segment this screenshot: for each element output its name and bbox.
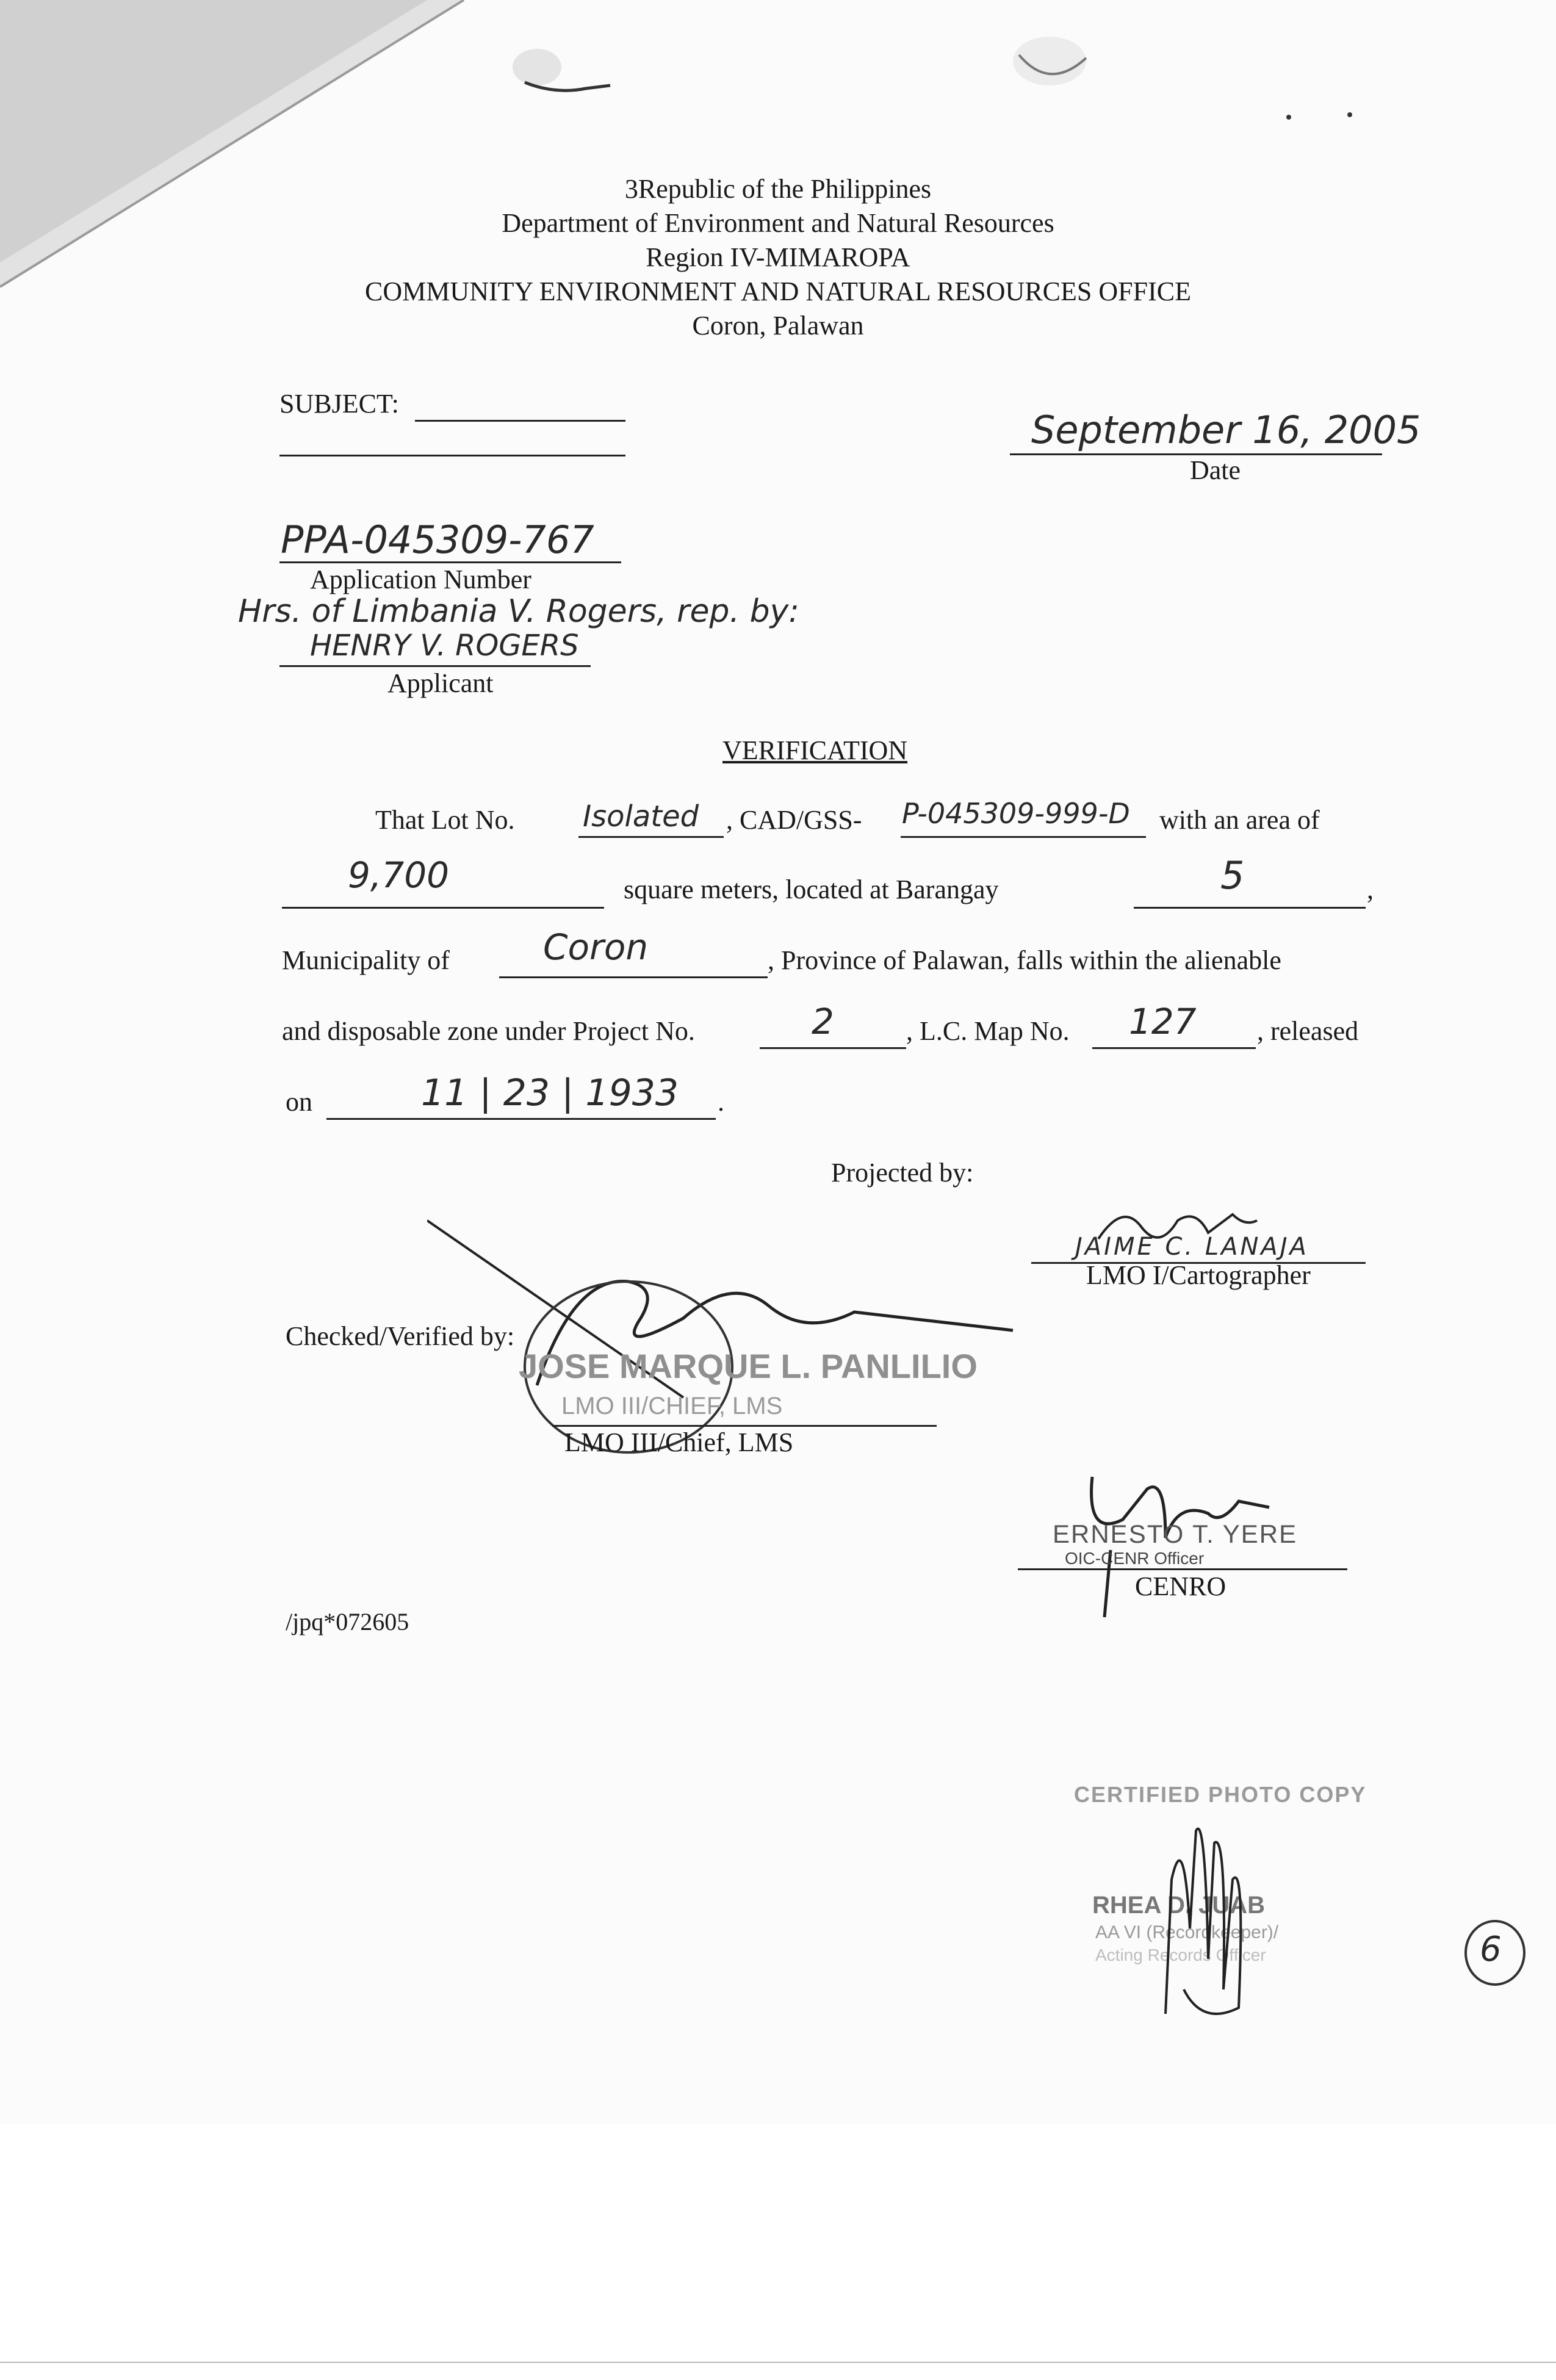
projected-title: LMO I/Cartographer xyxy=(1086,1260,1311,1290)
lc-map-label: , L.C. Map No. xyxy=(906,1016,1070,1046)
subject-line-2 xyxy=(279,455,625,456)
checked-label: Checked/Verified by: xyxy=(286,1321,515,1351)
cenro-name: ERNESTO T. YERE xyxy=(1053,1520,1298,1548)
certified-signature xyxy=(1147,1806,1294,2032)
scan-edge xyxy=(0,2362,1556,2363)
municipality-label: Municipality of xyxy=(282,945,450,975)
applicant-label: Applicant xyxy=(387,668,494,698)
lot-line xyxy=(578,836,724,838)
certified-name: RHEA D. JUAB xyxy=(1092,1892,1265,1919)
barangay-line xyxy=(1134,907,1366,909)
verification-title: VERIFICATION xyxy=(722,735,908,765)
released-on-label: on xyxy=(286,1087,312,1117)
projected-by-label: Projected by: xyxy=(831,1158,974,1188)
certified-acting-role: Acting Records Officer xyxy=(1095,1945,1266,1964)
released-label: , released xyxy=(1257,1016,1359,1046)
page-number: 6 xyxy=(1480,1930,1502,1969)
checked-stamp-title: LMO III/CHIEF, LMS xyxy=(561,1393,783,1419)
municipality-value: Coron xyxy=(543,926,649,968)
barangay-value: 5 xyxy=(1220,853,1245,898)
project-value: 2 xyxy=(812,1001,834,1042)
period: . xyxy=(718,1087,724,1117)
area-label: with an area of xyxy=(1159,805,1320,835)
applicant-line xyxy=(279,665,591,667)
area-line xyxy=(282,907,604,909)
released-date-line xyxy=(326,1118,716,1120)
cenro-stamp-title: OIC-CENR Officer xyxy=(1065,1549,1205,1568)
reference-code: /jpq*072605 xyxy=(286,1608,409,1635)
bottom-margin xyxy=(0,2124,1556,2380)
applicant-heirs-value: Hrs. of Limbania V. Rogers, rep. by: xyxy=(238,593,799,630)
checked-stamp-name: JOSE MARQUE L. PANLILIO xyxy=(519,1347,978,1385)
letterhead-line-office: COMMUNITY ENVIRONMENT AND NATURAL RESOURCES OFFICE xyxy=(365,276,1191,306)
cad-line xyxy=(901,836,1146,838)
lc-map-line xyxy=(1092,1047,1256,1049)
project-line xyxy=(760,1047,906,1049)
projected-name: JAIME C. LANAJA xyxy=(1075,1233,1309,1261)
letterhead-line-department: Department of Environment and Natural Resources xyxy=(502,208,1054,238)
subject-label: SUBJECT: xyxy=(279,389,399,419)
letterhead-line-region: Region IV-MIMAROPA xyxy=(646,242,910,272)
square-meters-label: square meters, located at Barangay xyxy=(624,874,999,904)
lot-label: That Lot No. xyxy=(375,805,515,835)
letterhead-line-republic: 3Republic of the Philippines xyxy=(624,174,932,204)
lc-map-value: 127 xyxy=(1129,1001,1197,1042)
comma: , xyxy=(1367,874,1374,904)
cad-value: P-045309-999-D xyxy=(902,797,1130,830)
application-number-line xyxy=(279,561,621,563)
released-date-value: 11 | 23 | 1933 xyxy=(421,1072,679,1114)
punch-hole-mark-left xyxy=(500,37,647,110)
application-number-value: PPA-045309-767 xyxy=(281,517,594,562)
speck xyxy=(1286,115,1291,120)
speck xyxy=(1347,112,1352,117)
applicant-representative-value: HENRY V. ROGERS xyxy=(310,629,579,663)
municipality-line xyxy=(499,976,768,978)
letterhead-line-location: Coron, Palawan xyxy=(692,311,864,341)
province-text: , Province of Palawan, falls within the alienable xyxy=(768,945,1281,975)
cenro-title: CENRO xyxy=(1135,1571,1226,1601)
letterhead xyxy=(0,172,1556,343)
date-value: September 16, 2005 xyxy=(1031,408,1421,452)
subject-line-1 xyxy=(415,420,625,422)
project-label: and disposable zone under Project No. xyxy=(282,1016,695,1046)
cenro-line xyxy=(1018,1568,1347,1570)
certified-position: AA VI (Recordkeeper)/ xyxy=(1095,1922,1279,1942)
area-value: 9,700 xyxy=(348,854,450,896)
lot-value: Isolated xyxy=(583,799,699,834)
checked-title: LMO III/Chief, LMS xyxy=(564,1427,794,1457)
application-number-label: Application Number xyxy=(310,564,531,594)
date-label: Date xyxy=(1190,455,1241,485)
cad-label: , CAD/GSS- xyxy=(726,805,862,835)
punch-hole-mark-right xyxy=(989,31,1111,104)
certified-heading: CERTIFIED PHOTO COPY xyxy=(1074,1782,1367,1807)
